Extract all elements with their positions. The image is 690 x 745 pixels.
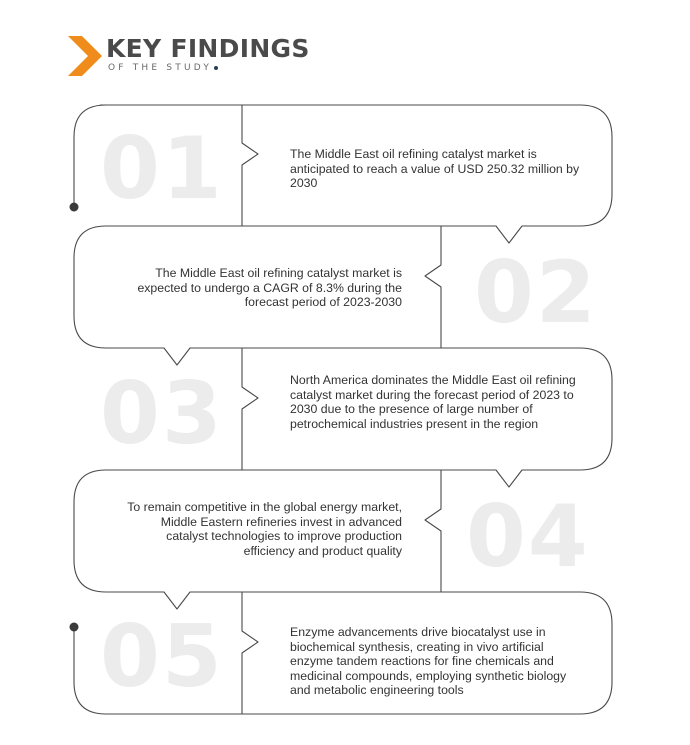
finding-text-01: The Middle East oil refining catalyst market is anticipated to reach a value of USD 250.32 million by 2030: [290, 147, 580, 191]
finding-text-05: Enzyme advancements drive biocatalyst use in biochemical synthesis, creating in vivo artificial enzyme tandem reactions for fine chemicals and medicinal compounds, employing synthetic biology and metabolic engineering tools: [290, 625, 567, 698]
connector-dot-bottom: [70, 623, 79, 632]
finding-text-04: To remain competitive in the global energy market, Middle Eastern refineries invest in advanced catalyst technologies to improve production efficiency and product quality: [127, 500, 402, 558]
finding-number-01: 01: [100, 119, 224, 219]
page-title: KEY FINDINGS: [106, 34, 310, 63]
page-subtitle-text: OF THE STUDY: [108, 63, 213, 73]
finding-number-05: 05: [100, 607, 224, 707]
finding-number-03: 03: [100, 364, 224, 464]
finding-text-03: North America dominates the Middle East oil refining catalyst market during the forecast period of 2023 to 2030 due to the presence of large number of petrochemical industries present in the region: [290, 373, 576, 431]
finding-text-02: The Middle East oil refining catalyst market is expected to undergo a CAGR of 8.3% during the forecast period of 2023-2030: [137, 266, 402, 310]
connector-dot-top: [70, 203, 79, 212]
finding-number-04: 04: [466, 487, 590, 587]
finding-number-02: 02: [474, 243, 598, 343]
